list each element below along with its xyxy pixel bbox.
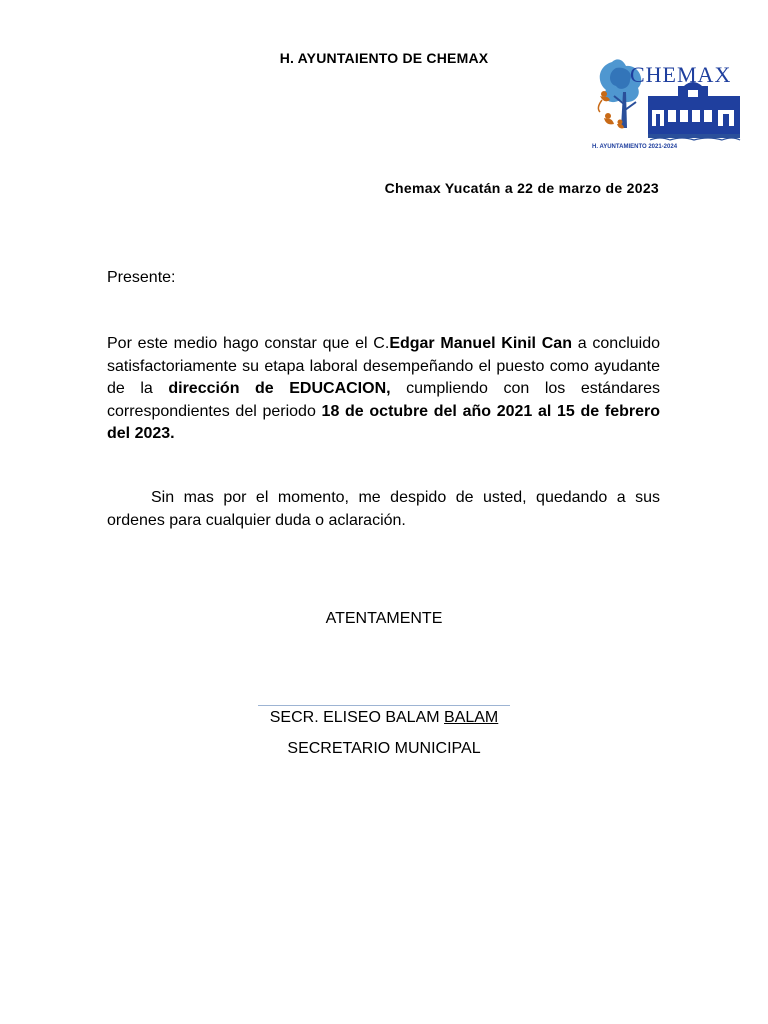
signatory-name-prefix: SECR. ELISEO BALAM <box>269 709 445 726</box>
p1-text-3: cumpliendo con los estándares correspondientes del periodo <box>107 380 660 420</box>
employment-period: 18 de octubre del año 2021 al 15 de febrero del 2023. <box>107 402 660 442</box>
date-line: Chemax Yucatán a 22 de marzo de 2023 <box>384 180 659 196</box>
closing: ATENTAMENTE <box>325 610 443 627</box>
chemax-logo <box>590 52 746 156</box>
greeting: Presente: <box>107 269 176 286</box>
p1-text-2: a concluido satisfactoriamente su etapa laboral desempeñando el puesto como ayudante de la <box>107 335 661 397</box>
signatory-role: SECRETARIO MUNICIPAL <box>287 740 481 757</box>
logo-graphic <box>590 52 746 156</box>
employee-name: Edgar Manuel Kinil Can <box>389 335 572 352</box>
body-paragraph-2: Sin mas por el momento, me despido de usted, quedando a sus ordenes para cualquier duda o aclaración. <box>107 489 660 529</box>
signature-line <box>258 705 510 706</box>
department-name: dirección de EDUCACION, <box>168 380 391 397</box>
logo-building-icon <box>648 82 740 140</box>
body-paragraph-1 <box>107 333 660 446</box>
signatory-name-underlined: BALAM <box>444 709 499 726</box>
p1-text-1: Por este medio hago constar que el C. <box>107 335 390 352</box>
logo-caption: H. AYUNTAMIENTO 2021-2024 <box>592 144 678 150</box>
page-title: H. AYUNTAIENTO DE CHEMAX <box>279 50 489 66</box>
signatory-name <box>0 709 768 727</box>
logo-wordmark: CHEMAX <box>630 62 732 87</box>
